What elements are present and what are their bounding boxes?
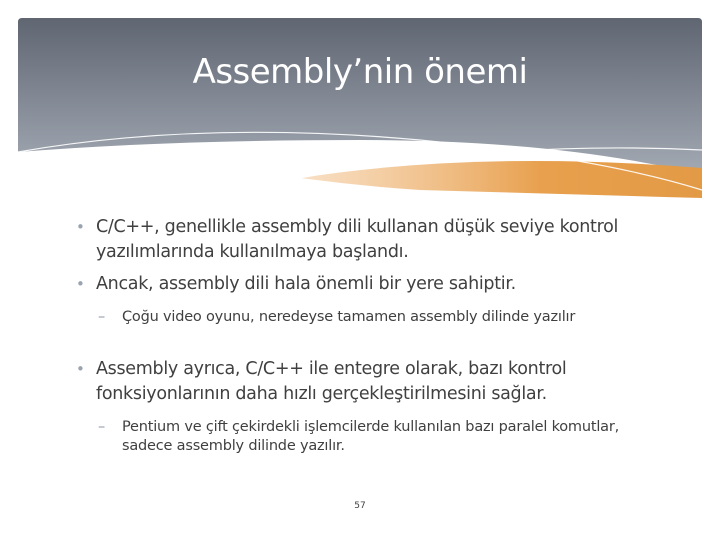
slide-title: Assembly’nin önemi — [192, 52, 528, 92]
bullet-text: Assembly ayrıca, C/C++ ile entegre olarak, bazı kontrol fonksiyonlarının daha hızlı gerçekleştirilmesini sağlar. — [96, 359, 567, 404]
bullet-text: C/C++, genellikle assembly dili kullanan düşük seviye kontrol yazılımlarında kullanılmaya başlandı. — [96, 217, 619, 262]
sub-bullet-marker: – — [98, 419, 106, 435]
bullet-marker: • — [76, 275, 85, 293]
bullet-1 — [76, 215, 676, 265]
page-number: 57 — [354, 501, 366, 511]
sub-bullet-2 — [98, 418, 668, 456]
sub-bullet-text: Pentium ve çift çekirdekli işlemcilerde kullanılan bazı paralel komutlar, sadece assembly dilinde yazılır. — [122, 419, 620, 454]
sub-bullet-marker: – — [98, 309, 106, 325]
sub-bullet-1 — [98, 308, 668, 327]
bullet-marker: • — [76, 218, 85, 236]
bullet-3 — [76, 357, 676, 407]
bullet-marker: • — [76, 360, 85, 378]
bullet-2 — [76, 272, 676, 297]
bullet-text: Ancak, assembly dili hala önemli bir yere sahiptir. — [96, 274, 516, 294]
sub-bullet-text: Çoğu video oyunu, neredeyse tamamen assembly dilinde yazılır — [122, 309, 576, 325]
